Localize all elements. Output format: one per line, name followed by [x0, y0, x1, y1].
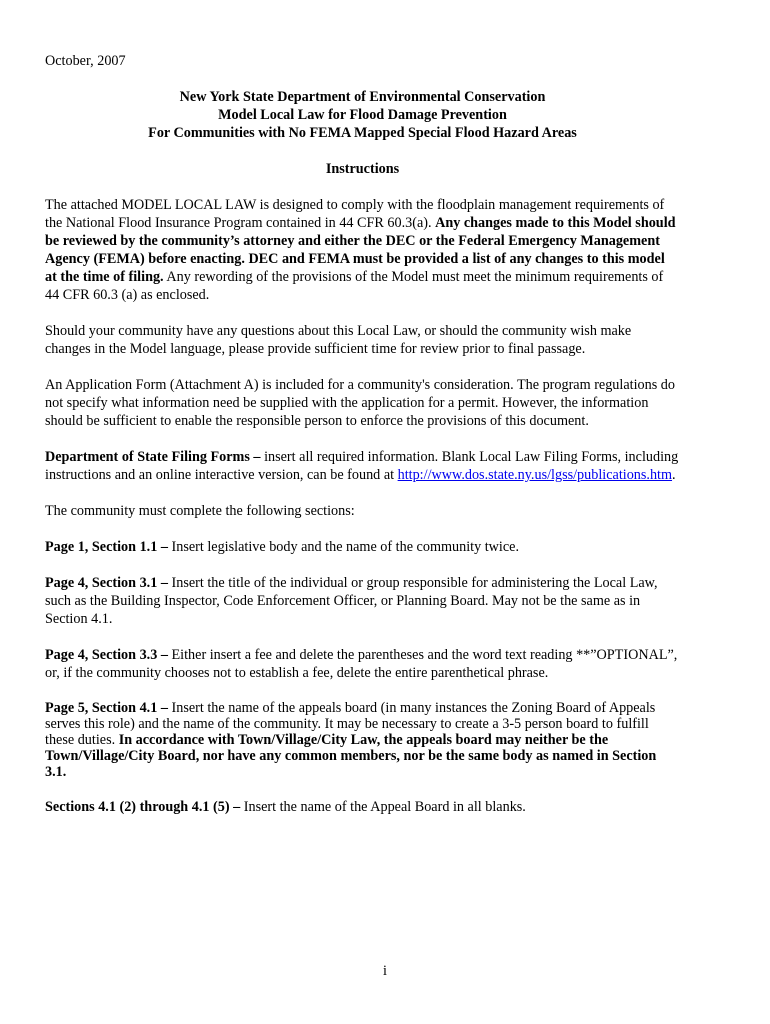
paragraph-questions: Should your community have any questions about this Local Law, or should the community wish make changes in the Model language, please provide sufficient time for review prior to final passage.	[45, 323, 632, 357]
paragraph-filing-forms	[45, 448, 680, 484]
section-3-3-label: Page 4, Section 3.3 –	[45, 647, 172, 663]
document-date: October, 2007	[45, 53, 126, 69]
section-3-3-text: Either insert a fee and delete the parentheses and the word text reading **”OPTIONAL”, or, if the community chooses not to establish a fee, delete the entire parenthetical phrase.	[45, 647, 678, 681]
section-1-1-instruction	[45, 538, 680, 556]
filing-forms-text: insert all required information. Blank Local Law Filing Forms, including instructions and an online interactive version, can be found at	[45, 449, 679, 483]
sections-4-1-2-5-text: Insert the name of the Appeal Board in all blanks.	[243, 799, 526, 815]
section-4-1-label: Page 5, Section 4.1 –	[45, 700, 172, 716]
header-agency: New York State Department of Environmental Conservation	[179, 89, 546, 105]
paragraph-model-law-text2: Any rewording of the provisions of the Model must meet the minimum requirements of 44 CFR 60.3 (a) as enclosed.	[45, 269, 664, 303]
sections-4-1-2-5-label: Sections 4.1 (2) through 4.1 (5) –	[45, 799, 244, 815]
instructions-heading: Instructions	[325, 161, 400, 177]
filing-forms-link[interactable]: http://www.dos.state.ny.us/lgss/publications.htm	[397, 467, 673, 483]
filing-forms-label: Department of State Filing Forms –	[45, 449, 265, 465]
filing-forms-period: .	[672, 467, 676, 483]
page-number: i	[383, 963, 387, 979]
paragraph-model-law	[45, 196, 680, 304]
section-4-1-text: Insert the name of the appeals board (in many instances the Zoning Board of Appeals serves this role) and the name of the community. It may be necessary to create a 3-5 person board to fulfill these duties.	[45, 700, 656, 748]
section-1-1-label: Page 1, Section 1.1 –	[45, 539, 172, 555]
section-3-1-label: Page 4, Section 3.1 –	[45, 575, 172, 591]
section-4-1-instruction	[45, 700, 680, 780]
section-3-1-instruction	[45, 574, 680, 628]
paragraph-application-form: An Application Form (Attachment A) is included for a community's consideration. The program regulations do not specify what information need be supplied with the application for a permit. However, the information should be sufficient to enable the responsible person to enforce the provisions of this document.	[45, 377, 675, 429]
section-4-1-bold-note: In accordance with Town/Village/City Law, the appeals board may neither be the Town/Village/City Board, nor have any common members, nor be the same body as named in Section 3.1.	[45, 732, 657, 780]
section-3-3-instruction	[45, 646, 680, 682]
paragraph-model-law-text1: The attached MODEL LOCAL LAW is designed to comply with the floodplain management requirements of the National Flood Insurance Program contained in 44 CFR 60.3(a).	[45, 197, 665, 231]
header-subtitle: For Communities with No FEMA Mapped Special Flood Hazard Areas	[148, 125, 577, 141]
section-3-1-text: Insert the title of the individual or group responsible for administering the Local Law, such as the Building Inspector, Code Enforcement Officer, or Planning Board. May not be the same as in Section 4.1.	[45, 575, 658, 627]
paragraph-model-law-bold: Any changes made to this Model should be reviewed by the community’s attorney and either the DEC or the Federal Emergency Management Agency (FEMA) before enacting. DEC and FEMA must be provided a list of any changes to this model at the time of filing.	[45, 215, 676, 285]
header-law-title: Model Local Law for Flood Damage Prevention	[218, 107, 507, 123]
section-1-1-text: Insert legislative body and the name of the community twice.	[171, 539, 519, 555]
document-page	[45, 52, 680, 834]
sections-4-1-2-5-instruction	[45, 798, 680, 816]
document-header	[45, 88, 680, 142]
paragraph-sections-intro: The community must complete the following sections:	[45, 503, 355, 519]
